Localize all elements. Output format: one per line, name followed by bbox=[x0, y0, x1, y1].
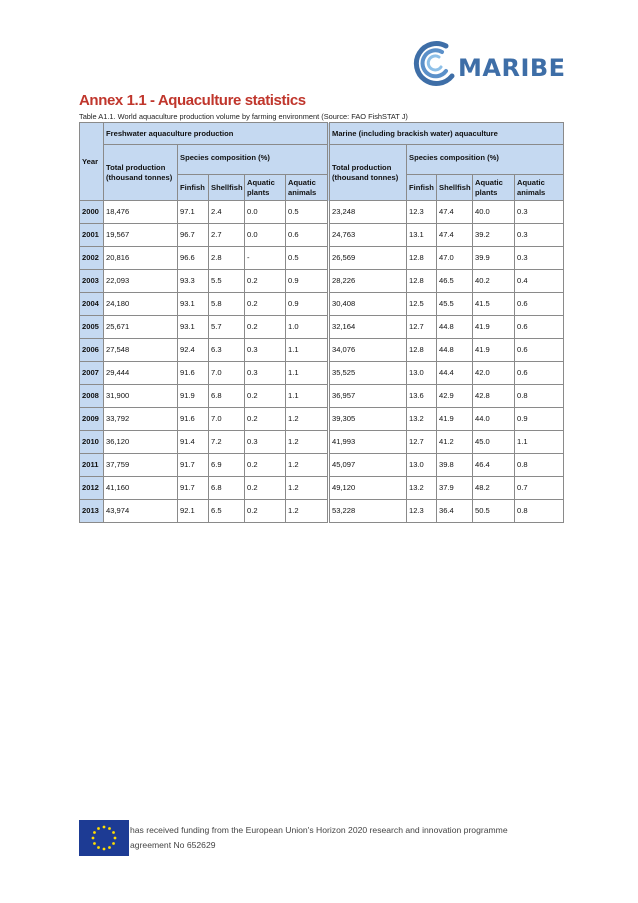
table-cell: 37,759 bbox=[104, 454, 178, 477]
table-cell: 12.8 bbox=[407, 339, 437, 362]
eu-star-icon bbox=[93, 831, 96, 834]
fw-species-header: Species composition (%) bbox=[178, 145, 329, 175]
logo-wordmark: MARIBE bbox=[458, 54, 566, 82]
table-cell: 44.4 bbox=[437, 362, 473, 385]
table-cell: 0.2 bbox=[245, 270, 286, 293]
table-cell: 41.9 bbox=[437, 408, 473, 431]
table-cell: 47.0 bbox=[437, 247, 473, 270]
table-cell: 5.5 bbox=[209, 270, 245, 293]
fw-shellfish-header: Shellfish bbox=[209, 175, 245, 201]
table-cell: 45.0 bbox=[473, 431, 515, 454]
table-cell: 36,120 bbox=[104, 431, 178, 454]
table-cell: 19,567 bbox=[104, 224, 178, 247]
table-cell: 41,160 bbox=[104, 477, 178, 500]
table-row bbox=[80, 247, 564, 270]
table-row bbox=[80, 224, 564, 247]
table-cell: 0.7 bbox=[515, 477, 564, 500]
table-cell: 33,792 bbox=[104, 408, 178, 431]
table-cell: 91.6 bbox=[178, 362, 209, 385]
table-row bbox=[80, 454, 564, 477]
year-cell: 2003 bbox=[80, 270, 104, 293]
table-cell: 0.0 bbox=[245, 224, 286, 247]
year-cell: 2011 bbox=[80, 454, 104, 477]
table-cell: 0.5 bbox=[286, 201, 329, 224]
table-cell: 1.2 bbox=[286, 454, 329, 477]
table-cell: 0.6 bbox=[515, 293, 564, 316]
table-caption: Table A1.1. World aquaculture production volume by farming environment (Source: FAO FishSTAT J) bbox=[79, 112, 408, 121]
table-cell: 47.4 bbox=[437, 201, 473, 224]
table-cell: 7.0 bbox=[209, 362, 245, 385]
year-cell: 2007 bbox=[80, 362, 104, 385]
table-row bbox=[80, 500, 564, 523]
table-cell: 44.8 bbox=[437, 316, 473, 339]
eu-star-icon bbox=[93, 842, 96, 845]
table-cell: 12.8 bbox=[407, 270, 437, 293]
table-cell: 31,900 bbox=[104, 385, 178, 408]
year-cell: 2004 bbox=[80, 293, 104, 316]
eu-star-icon bbox=[108, 827, 111, 830]
table-cell: 50.5 bbox=[473, 500, 515, 523]
table-cell: 96.6 bbox=[178, 247, 209, 270]
eu-star-icon bbox=[92, 837, 95, 840]
table-cell: 48.2 bbox=[473, 477, 515, 500]
year-cell: 2000 bbox=[80, 201, 104, 224]
table-cell: 7.2 bbox=[209, 431, 245, 454]
eu-star-icon bbox=[108, 846, 111, 849]
table-cell: 13.6 bbox=[407, 385, 437, 408]
funding-line-1: has received funding from the European Union's Horizon 2020 research and innovation programme bbox=[130, 825, 508, 835]
table-cell: 0.2 bbox=[245, 500, 286, 523]
table-cell: 0.3 bbox=[245, 431, 286, 454]
table-cell: 1.2 bbox=[286, 431, 329, 454]
table-cell: 0.2 bbox=[245, 408, 286, 431]
page-heading: Annex 1.1 - Aquaculture statistics bbox=[79, 92, 306, 109]
table-cell: 5.8 bbox=[209, 293, 245, 316]
table-cell: 6.8 bbox=[209, 385, 245, 408]
table-body bbox=[80, 201, 564, 523]
table-cell: 97.1 bbox=[178, 201, 209, 224]
table-cell: 28,226 bbox=[329, 270, 407, 293]
table-cell: 43,974 bbox=[104, 500, 178, 523]
table-cell: 41.9 bbox=[473, 339, 515, 362]
table-cell: 53,228 bbox=[329, 500, 407, 523]
table-cell: 91.4 bbox=[178, 431, 209, 454]
table-cell: 12.5 bbox=[407, 293, 437, 316]
table-cell: - bbox=[245, 247, 286, 270]
table-cell: 39,305 bbox=[329, 408, 407, 431]
table-cell: 1.2 bbox=[286, 408, 329, 431]
table-cell: 12.3 bbox=[407, 201, 437, 224]
table-cell: 47.4 bbox=[437, 224, 473, 247]
table-cell: 0.6 bbox=[286, 224, 329, 247]
table-cell: 42.8 bbox=[473, 385, 515, 408]
fw-plants-header: Aquatic plants bbox=[245, 175, 286, 201]
year-cell: 2005 bbox=[80, 316, 104, 339]
table-cell: 93.1 bbox=[178, 316, 209, 339]
table-cell: 46.4 bbox=[473, 454, 515, 477]
maribe-swirl-icon bbox=[412, 38, 460, 88]
table-cell: 0.8 bbox=[515, 500, 564, 523]
table-cell: 30,408 bbox=[329, 293, 407, 316]
table-cell: 1.1 bbox=[286, 385, 329, 408]
table-cell: 7.0 bbox=[209, 408, 245, 431]
table-cell: 1.1 bbox=[286, 362, 329, 385]
table-cell: 18,476 bbox=[104, 201, 178, 224]
table-row bbox=[80, 339, 564, 362]
table-row bbox=[80, 270, 564, 293]
table-cell: 2.8 bbox=[209, 247, 245, 270]
table-cell: 45,097 bbox=[329, 454, 407, 477]
table-cell: 0.3 bbox=[515, 201, 564, 224]
table-cell: 44.0 bbox=[473, 408, 515, 431]
table-cell: 49,120 bbox=[329, 477, 407, 500]
table-cell: 0.9 bbox=[515, 408, 564, 431]
table-cell: 36.4 bbox=[437, 500, 473, 523]
table-cell: 12.7 bbox=[407, 431, 437, 454]
table-cell: 36,957 bbox=[329, 385, 407, 408]
table-cell: 23,248 bbox=[329, 201, 407, 224]
table-cell: 91.9 bbox=[178, 385, 209, 408]
table-cell: 40.2 bbox=[473, 270, 515, 293]
table-cell: 13.1 bbox=[407, 224, 437, 247]
year-cell: 2008 bbox=[80, 385, 104, 408]
table-cell: 0.6 bbox=[515, 362, 564, 385]
table-cell: 0.2 bbox=[245, 293, 286, 316]
table-cell: 22,093 bbox=[104, 270, 178, 293]
table-cell: 0.2 bbox=[245, 477, 286, 500]
year-cell: 2012 bbox=[80, 477, 104, 500]
table-cell: 41.9 bbox=[473, 316, 515, 339]
table-cell: 0.3 bbox=[245, 339, 286, 362]
eu-star-icon bbox=[103, 826, 106, 829]
fw-finfish-header: Finfish bbox=[178, 175, 209, 201]
mar-plants-header: Aquatic plants bbox=[473, 175, 515, 201]
table-row bbox=[80, 316, 564, 339]
table-cell: 1.1 bbox=[286, 339, 329, 362]
table-cell: 0.2 bbox=[245, 454, 286, 477]
table-cell: 39.8 bbox=[437, 454, 473, 477]
year-cell: 2006 bbox=[80, 339, 104, 362]
table-cell: 12.7 bbox=[407, 316, 437, 339]
marine-header: Marine (including brackish water) aquaculture bbox=[329, 123, 564, 145]
table-cell: 42.0 bbox=[473, 362, 515, 385]
fw-animals-header: Aquatic animals bbox=[286, 175, 329, 201]
mar-finfish-header: Finfish bbox=[407, 175, 437, 201]
table-cell: 13.0 bbox=[407, 362, 437, 385]
table-cell: 5.7 bbox=[209, 316, 245, 339]
table-cell: 93.3 bbox=[178, 270, 209, 293]
table-cell: 6.8 bbox=[209, 477, 245, 500]
table-row bbox=[80, 477, 564, 500]
table-cell: 24,763 bbox=[329, 224, 407, 247]
table-cell: 92.4 bbox=[178, 339, 209, 362]
table-row bbox=[80, 431, 564, 454]
table-cell: 13.0 bbox=[407, 454, 437, 477]
table-cell: 26,569 bbox=[329, 247, 407, 270]
table-cell: 24,180 bbox=[104, 293, 178, 316]
table-cell: 1.2 bbox=[286, 500, 329, 523]
table-cell: 92.1 bbox=[178, 500, 209, 523]
table-cell: 29,444 bbox=[104, 362, 178, 385]
table-cell: 0.9 bbox=[286, 293, 329, 316]
table-cell: 0.6 bbox=[515, 316, 564, 339]
mar-animals-header: Aquatic animals bbox=[515, 175, 564, 201]
table-cell: 0.4 bbox=[515, 270, 564, 293]
eu-flag-icon bbox=[79, 820, 129, 856]
table-cell: 0.9 bbox=[286, 270, 329, 293]
table-cell: 13.2 bbox=[407, 408, 437, 431]
year-cell: 2009 bbox=[80, 408, 104, 431]
table-cell: 46.5 bbox=[437, 270, 473, 293]
funding-statement bbox=[130, 823, 508, 853]
table-cell: 1.1 bbox=[515, 431, 564, 454]
table-cell: 44.8 bbox=[437, 339, 473, 362]
table-cell: 6.5 bbox=[209, 500, 245, 523]
table-row bbox=[80, 293, 564, 316]
freshwater-header: Freshwater aquaculture production bbox=[104, 123, 329, 145]
table-cell: 2.7 bbox=[209, 224, 245, 247]
table-cell: 2.4 bbox=[209, 201, 245, 224]
table-cell: 0.6 bbox=[515, 339, 564, 362]
table-cell: 27,548 bbox=[104, 339, 178, 362]
eu-star-icon bbox=[112, 831, 115, 834]
mar-shellfish-header: Shellfish bbox=[437, 175, 473, 201]
table-cell: 20,816 bbox=[104, 247, 178, 270]
table-row bbox=[80, 362, 564, 385]
fw-total-header: Total production (thousand tonnes) bbox=[104, 145, 178, 201]
table-cell: 96.7 bbox=[178, 224, 209, 247]
mar-total-header: Total production (thousand tonnes) bbox=[329, 145, 407, 201]
table-cell: 40.0 bbox=[473, 201, 515, 224]
table-cell: 45.5 bbox=[437, 293, 473, 316]
table-cell: 6.3 bbox=[209, 339, 245, 362]
table-cell: 0.8 bbox=[515, 385, 564, 408]
table-cell: 1.0 bbox=[286, 316, 329, 339]
eu-star-icon bbox=[97, 827, 100, 830]
table-cell: 41,993 bbox=[329, 431, 407, 454]
year-cell: 2001 bbox=[80, 224, 104, 247]
table-cell: 39.9 bbox=[473, 247, 515, 270]
table-cell: 93.1 bbox=[178, 293, 209, 316]
year-header: Year bbox=[80, 123, 104, 201]
table-cell: 6.9 bbox=[209, 454, 245, 477]
table-cell: 32,164 bbox=[329, 316, 407, 339]
table-cell: 41.5 bbox=[473, 293, 515, 316]
table-cell: 37.9 bbox=[437, 477, 473, 500]
aquaculture-table bbox=[79, 122, 564, 523]
year-cell: 2013 bbox=[80, 500, 104, 523]
funding-line-2: agreement No 652629 bbox=[130, 840, 216, 850]
table-cell: 0.3 bbox=[245, 362, 286, 385]
table-cell: 41.2 bbox=[437, 431, 473, 454]
table-cell: 34,076 bbox=[329, 339, 407, 362]
table-cell: 0.2 bbox=[245, 385, 286, 408]
year-cell: 2010 bbox=[80, 431, 104, 454]
eu-star-icon bbox=[103, 848, 106, 851]
table-row bbox=[80, 385, 564, 408]
table-cell: 91.7 bbox=[178, 454, 209, 477]
table-cell: 0.5 bbox=[286, 247, 329, 270]
mar-species-header: Species composition (%) bbox=[407, 145, 564, 175]
table-cell: 91.6 bbox=[178, 408, 209, 431]
eu-star-icon bbox=[114, 837, 117, 840]
year-cell: 2002 bbox=[80, 247, 104, 270]
table-cell: 0.0 bbox=[245, 201, 286, 224]
table-cell: 0.8 bbox=[515, 454, 564, 477]
table-cell: 91.7 bbox=[178, 477, 209, 500]
table-cell: 1.2 bbox=[286, 477, 329, 500]
table-cell: 42.9 bbox=[437, 385, 473, 408]
table-cell: 39.2 bbox=[473, 224, 515, 247]
table-cell: 0.2 bbox=[245, 316, 286, 339]
table-row bbox=[80, 201, 564, 224]
table-cell: 0.3 bbox=[515, 247, 564, 270]
maribe-logo bbox=[412, 38, 572, 88]
table-cell: 12.3 bbox=[407, 500, 437, 523]
table-cell: 12.8 bbox=[407, 247, 437, 270]
eu-star-icon bbox=[112, 842, 115, 845]
table-cell: 13.2 bbox=[407, 477, 437, 500]
table-row bbox=[80, 408, 564, 431]
table-cell: 35,525 bbox=[329, 362, 407, 385]
table-cell: 25,671 bbox=[104, 316, 178, 339]
table-cell: 0.3 bbox=[515, 224, 564, 247]
eu-star-icon bbox=[97, 846, 100, 849]
